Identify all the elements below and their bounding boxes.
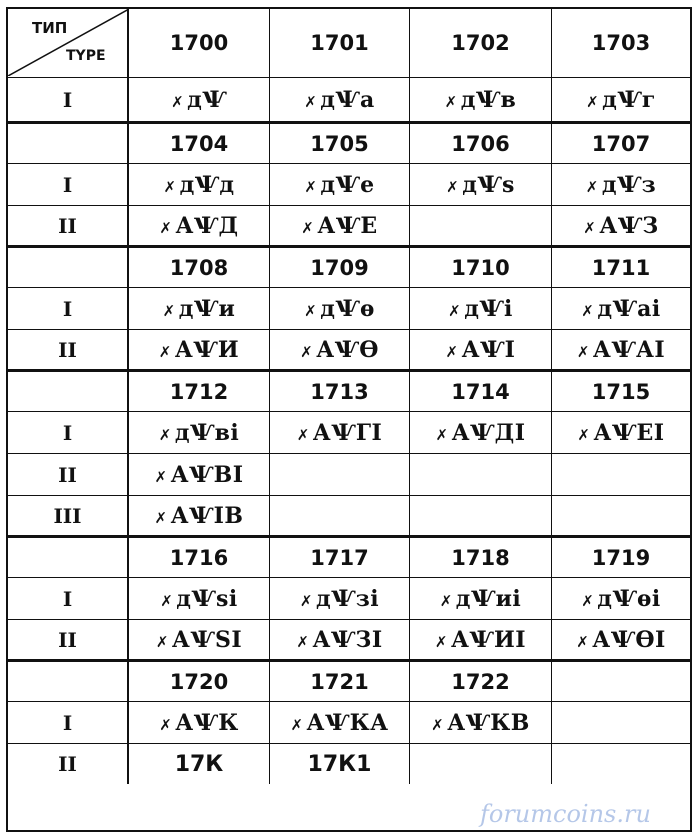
year-row (8, 248, 690, 288)
year-cell (552, 9, 690, 77)
type-label: I (62, 172, 73, 197)
date-code-cell (129, 288, 270, 329)
type-cell (8, 330, 129, 369)
date-code (159, 337, 239, 363)
date-code-text: дѰиі (455, 585, 522, 612)
cross-mark: ✗ (445, 342, 459, 361)
date-code-cell (552, 78, 690, 121)
cross-mark: ✗ (577, 425, 591, 444)
year-cell (270, 9, 410, 77)
date-code-text: АѰДІ (451, 419, 526, 446)
date-code-text: дѰи (178, 295, 236, 322)
date-code-cell (410, 620, 552, 659)
date-code (159, 420, 240, 446)
date-code-cell (129, 206, 270, 245)
year-cell (410, 662, 552, 701)
year-label: 1713 (310, 379, 369, 404)
date-code (171, 87, 227, 113)
type-cell (8, 744, 129, 784)
date-code-cell (410, 206, 552, 245)
year-cell (129, 9, 270, 77)
cross-mark: ✗ (576, 342, 590, 361)
date-code (159, 213, 238, 239)
date-code-text: дѰг (602, 86, 656, 113)
date-code-text: дѰаі (597, 295, 661, 322)
year-cell (552, 538, 690, 577)
year-label: 1702 (451, 31, 510, 55)
cross-mark: ✗ (159, 715, 173, 734)
date-code-cell (270, 744, 410, 784)
date-code-text: дѰз (601, 171, 657, 198)
date-code-cell (410, 330, 552, 369)
date-code (300, 586, 379, 612)
year-cell (410, 538, 552, 577)
cross-mark: ✗ (163, 177, 177, 196)
year-cell (410, 9, 552, 77)
date-code-cell (270, 206, 410, 245)
type-header-cell (8, 9, 129, 77)
cross-mark: ✗ (296, 632, 310, 651)
type-row (8, 78, 690, 124)
date-code-text: дѰѕ (462, 171, 515, 198)
date-code-cell (270, 454, 410, 495)
date-code: 17К (174, 751, 224, 777)
cross-mark: ✗ (434, 632, 448, 651)
date-code-text: АѰЗІ (312, 626, 383, 653)
year-label: 1714 (451, 379, 510, 404)
year-row (8, 372, 690, 412)
date-code-text: АѰКА (306, 709, 389, 736)
type-cell (8, 620, 129, 659)
date-code-text: дѰі (464, 295, 513, 322)
cross-mark: ✗ (158, 425, 172, 444)
date-code-text: АѰАІ (592, 336, 666, 363)
date-code-cell (270, 496, 410, 535)
date-code-text: АѰД (175, 212, 239, 239)
date-code-text: АѰК (175, 709, 239, 736)
year-cell (410, 124, 552, 163)
date-code-text: дѰе (320, 171, 375, 198)
year-row-label-cell (8, 538, 129, 577)
date-code (296, 627, 382, 653)
year-cell (270, 124, 410, 163)
date-code-cell (552, 206, 690, 245)
cross-mark: ✗ (439, 591, 453, 610)
date-code-text: АѰЗ (599, 212, 659, 239)
date-code (159, 710, 239, 736)
type-label: II (58, 627, 77, 652)
date-code (586, 172, 656, 198)
type-row (8, 496, 690, 538)
date-code-cell (552, 744, 690, 784)
date-code-cell (270, 702, 410, 743)
date-code-text: дѰв (460, 86, 517, 113)
type-cell (8, 412, 129, 453)
date-code-cell (129, 496, 270, 535)
date-code-text: дѰві (174, 419, 240, 446)
date-code-cell (129, 330, 270, 369)
cross-mark: ✗ (583, 218, 597, 237)
date-code-cell (129, 744, 270, 784)
cross-mark: ✗ (444, 92, 458, 111)
date-code (155, 503, 244, 529)
type-row (8, 164, 690, 206)
date-code-text: АѰІВ (170, 502, 244, 529)
type-label: I (62, 420, 73, 445)
date-code (290, 710, 388, 736)
year-label: 1707 (591, 131, 651, 156)
date-code-cell (552, 412, 690, 453)
year-cell (129, 662, 270, 701)
date-code (446, 337, 516, 363)
year-label: 1711 (591, 255, 651, 280)
year-cell (410, 372, 552, 411)
year-cell (552, 248, 690, 287)
year-label: 1706 (451, 131, 510, 156)
date-code-text: дѰзі (315, 585, 380, 612)
date-code (301, 213, 377, 239)
date-code-cell (410, 454, 552, 495)
year-cell (552, 124, 690, 163)
type-cell (8, 578, 129, 619)
date-code (304, 296, 375, 322)
date-code (586, 87, 656, 113)
year-cell (270, 538, 410, 577)
date-code (448, 296, 513, 322)
cross-mark: ✗ (304, 92, 318, 111)
year-row-label-cell (8, 248, 129, 287)
type-row (8, 330, 690, 372)
cross-mark: ✗ (585, 177, 599, 196)
year-label: 1704 (169, 131, 229, 156)
date-code (446, 172, 515, 198)
date-code-cell (129, 78, 270, 121)
type-row (8, 744, 690, 784)
type-label: I (62, 87, 73, 112)
year-cell (129, 248, 270, 287)
date-code-text: дѰа (320, 86, 375, 113)
date-code-cell (552, 454, 690, 495)
date-code-text: АѰѲІ (592, 626, 666, 653)
cross-mark: ✗ (435, 425, 449, 444)
date-code-text: дѰ (187, 86, 227, 113)
date-code (163, 172, 234, 198)
year-label: 1719 (591, 545, 651, 570)
date-code (440, 586, 522, 612)
type-cell (8, 164, 129, 205)
year-row (8, 662, 690, 702)
date-code (436, 420, 526, 446)
year-cell (410, 248, 552, 287)
type-label: I (62, 710, 73, 735)
cross-mark: ✗ (160, 591, 174, 610)
date-code-text: дѰѳ (320, 295, 375, 322)
year-label: 1716 (169, 545, 229, 570)
date-code-text: дѰд (179, 171, 235, 198)
year-cell (129, 538, 270, 577)
year-cell (129, 372, 270, 411)
year-cell (552, 372, 690, 411)
year-row-label-cell (8, 372, 129, 411)
year-label: 1717 (310, 545, 369, 570)
date-code-cell (129, 702, 270, 743)
coin-date-table (6, 7, 692, 832)
cross-mark: ✗ (581, 301, 595, 320)
date-code-text: АѰЅІ (171, 626, 243, 653)
year-label: 1720 (169, 669, 229, 694)
date-code-text: АѰЕІ (593, 419, 665, 446)
date-code (160, 586, 238, 612)
year-label: 1710 (451, 255, 510, 280)
date-code (431, 710, 530, 736)
date-code-cell (270, 164, 410, 205)
year-label: 1722 (451, 669, 510, 694)
type-row (8, 206, 690, 248)
type-row (8, 578, 690, 620)
date-code (576, 627, 666, 653)
date-code: 17К1 (307, 751, 372, 777)
date-code-cell (552, 620, 690, 659)
cross-mark: ✗ (154, 508, 168, 527)
year-cell (270, 372, 410, 411)
cross-mark: ✗ (576, 632, 590, 651)
date-code (300, 337, 379, 363)
date-code (581, 296, 660, 322)
date-code (297, 420, 383, 446)
date-code (445, 87, 517, 113)
type-cell (8, 206, 129, 245)
year-cell (552, 662, 690, 701)
date-code-cell (410, 702, 552, 743)
date-code-cell (410, 496, 552, 535)
date-code-text: дѰѕі (176, 585, 238, 612)
cross-mark: ✗ (446, 177, 460, 196)
year-row (8, 124, 690, 164)
type-row (8, 454, 690, 496)
year-label: 1700 (169, 31, 229, 55)
date-code (577, 420, 664, 446)
year-label: 1703 (591, 31, 651, 55)
date-code (304, 87, 375, 113)
year-label: 1718 (451, 545, 510, 570)
cross-mark: ✗ (301, 218, 315, 237)
type-label: III (53, 503, 82, 528)
type-cell (8, 496, 129, 535)
type-ru-label: ТИП (32, 19, 68, 37)
year-cell (129, 124, 270, 163)
date-code-cell (552, 330, 690, 369)
date-code-cell (552, 702, 690, 743)
date-code (155, 462, 244, 488)
date-code-cell (270, 412, 410, 453)
type-label: II (58, 462, 77, 487)
cross-mark: ✗ (155, 632, 169, 651)
date-code-cell (129, 164, 270, 205)
date-code-cell (410, 744, 552, 784)
date-code-text: АѰКВ (447, 709, 530, 736)
date-code-cell (129, 578, 270, 619)
year-label: 1712 (169, 379, 229, 404)
year-label: 1721 (310, 669, 369, 694)
type-row (8, 702, 690, 744)
date-code-cell (129, 454, 270, 495)
date-code-text: АѰЕ (317, 212, 378, 239)
date-code (163, 296, 236, 322)
cross-mark: ✗ (158, 342, 172, 361)
date-code-text: АѰВІ (170, 461, 244, 488)
date-code-cell (270, 620, 410, 659)
cross-mark: ✗ (159, 218, 173, 237)
date-code-cell (270, 288, 410, 329)
cross-mark: ✗ (154, 467, 168, 486)
cross-mark: ✗ (431, 715, 445, 734)
year-label: 1709 (310, 255, 369, 280)
year-label: 1705 (310, 131, 369, 156)
date-code-cell (270, 578, 410, 619)
date-code-cell (552, 578, 690, 619)
date-code (581, 586, 661, 612)
date-code-cell (552, 164, 690, 205)
diagonal-line (8, 9, 129, 76)
date-code-cell (410, 164, 552, 205)
date-code (156, 627, 242, 653)
date-code-cell (270, 330, 410, 369)
type-cell (8, 288, 129, 329)
date-code (435, 627, 526, 653)
type-row (8, 288, 690, 330)
year-cell (270, 248, 410, 287)
watermark: forumcoins.ru (480, 800, 651, 828)
cross-mark: ✗ (290, 715, 304, 734)
cross-mark: ✗ (300, 342, 314, 361)
date-code (577, 337, 665, 363)
type-label: I (62, 296, 73, 321)
type-cell (8, 78, 129, 121)
date-code-text: АѰѲ (316, 336, 379, 363)
year-row (8, 538, 690, 578)
year-row (8, 9, 690, 78)
cross-mark: ✗ (299, 591, 313, 610)
type-en-label: TYPE (66, 48, 106, 64)
date-code-cell (270, 78, 410, 121)
year-row-label-cell (8, 124, 129, 163)
date-code-text: дѰѳі (597, 585, 661, 612)
date-code-cell (410, 578, 552, 619)
cross-mark: ✗ (296, 425, 310, 444)
type-label: I (62, 586, 73, 611)
date-code (304, 172, 374, 198)
date-code-cell (410, 288, 552, 329)
cross-mark: ✗ (581, 591, 595, 610)
type-label: II (58, 752, 77, 776)
year-label: 1701 (310, 31, 369, 55)
date-code-cell (129, 412, 270, 453)
date-code-cell (129, 620, 270, 659)
type-row (8, 412, 690, 454)
cross-mark: ✗ (171, 92, 185, 111)
cross-mark: ✗ (448, 301, 462, 320)
date-code-text: АѰІ (461, 336, 516, 363)
type-cell (8, 454, 129, 495)
year-cell (270, 662, 410, 701)
type-cell (8, 702, 129, 743)
type-label: II (58, 213, 77, 238)
date-code (583, 213, 658, 239)
cross-mark: ✗ (304, 177, 318, 196)
date-code-cell (410, 412, 552, 453)
cross-mark: ✗ (586, 92, 600, 111)
year-label: 1708 (169, 255, 229, 280)
date-code-text: АѰИ (174, 336, 240, 363)
year-label: 1715 (591, 379, 651, 404)
type-label: II (58, 337, 77, 362)
year-row-label-cell (8, 662, 129, 701)
date-code-cell (552, 288, 690, 329)
cross-mark: ✗ (304, 301, 318, 320)
date-code-text: АѰИІ (450, 626, 527, 653)
date-code-cell (410, 78, 552, 121)
date-code-text: АѰГІ (312, 419, 383, 446)
date-code-cell (552, 496, 690, 535)
type-row (8, 620, 690, 662)
cross-mark: ✗ (162, 301, 176, 320)
